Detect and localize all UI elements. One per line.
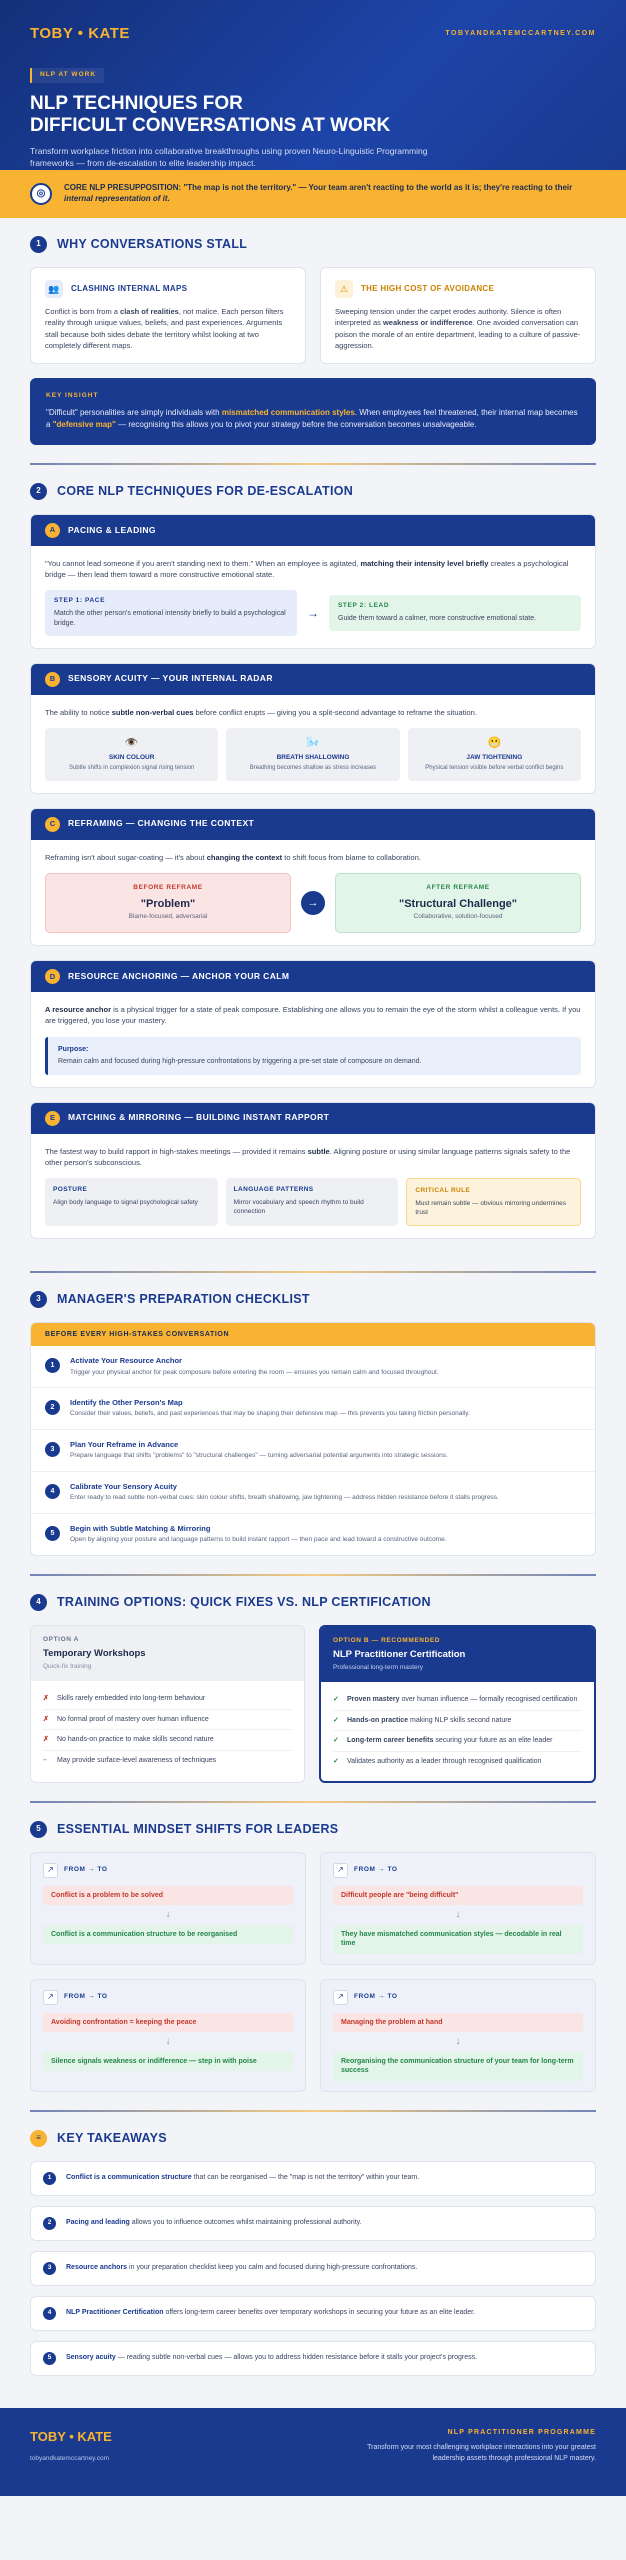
checklist-card: [30, 1322, 596, 1556]
option-certification: OPTION B — RECOMMENDED NLP Practitioner Certification Professional long-term mastery ✓ Proven mastery over human influence — formally recognised certification ✓ Hands-on practice making NLP skills second nature ✓ Long-term career benefits securing your future as an elite leader ✓ Validates authority as a leader through recognised qualification: [319, 1625, 596, 1783]
presupposition-text: CORE NLP PRESUPPOSITION: "The map is not the territory." — Your team aren't reacting to the world as it is; they're reacting to their internal representation of it.: [64, 183, 573, 203]
section-number: 2: [30, 483, 47, 500]
section-number: 3: [30, 1291, 47, 1308]
technique-pacing-leading: [30, 514, 596, 649]
wind-icon: 🌬️: [306, 736, 320, 749]
takeaway-item: 4 NLP Practitioner Certification offers long-term career benefits over temporary workshops in securing your future as an elite leader.: [30, 2296, 596, 2331]
mindset-shift-card: ↗ FROM → TO Avoiding confrontation = keeping the peace ↓ Silence signals weakness or indifference — step in with poise: [30, 1979, 306, 2092]
divider: [30, 1574, 596, 1576]
cross-icon: ✗: [43, 1695, 49, 1703]
arrow-down-icon: ↓: [455, 2036, 461, 2048]
section-techniques: [0, 465, 626, 1261]
step-lead: STEP 2: LEAD Guide them toward a calmer, more constructive emotional state.: [329, 595, 581, 631]
divider: [30, 1801, 596, 1803]
page-header: [0, 0, 626, 170]
list-icon: ≡: [30, 2130, 47, 2147]
mirror-posture: POSTURE Align body language to signal psychological safety: [45, 1178, 218, 1226]
option-item: ✗ Skills rarely embedded into long-term behaviour: [43, 1689, 292, 1709]
technique-title: SENSORY ACUITY — YOUR INTERNAL RADAR: [68, 673, 273, 684]
technique-anchoring: [30, 960, 596, 1087]
section-title: MANAGER'S PREPARATION CHECKLIST: [57, 1292, 310, 1307]
dash-icon: –: [43, 1756, 47, 1764]
card-text: Conflict is born from a clash of realities, not malice. Each person filters reality through unique values, beliefs, and past experiences. Arguments stall because both sides debate the territory whilst looking at two completely different maps.: [45, 307, 284, 350]
warning-icon: ⚠: [335, 280, 353, 298]
section-mindset-shifts: [0, 1803, 626, 2100]
option-item: ✗ No hands-on practice to make skills second nature: [43, 1730, 292, 1750]
people-icon: 👥: [45, 280, 63, 298]
cue-jaw: 😬 JAW TIGHTENING Physical tension visible before verbal conflict begins: [408, 728, 581, 781]
cue-breath: 🌬️ BREATH SHALLOWING Breathing becomes shallow as stress increases: [226, 728, 399, 781]
purpose-box: Purpose: Remain calm and focused during high-pressure confrontations by triggering a pre-set state of composure on demand.: [45, 1037, 581, 1075]
option-item: ✓ Proven mastery over human influence — formally recognised certification: [333, 1690, 582, 1710]
trend-up-icon: ↗: [333, 1863, 348, 1878]
divider: [30, 1271, 596, 1273]
takeaway-item: 3 Resource anchors in your preparation checklist keep you calm and focused during high-pressure confrontations.: [30, 2251, 596, 2286]
technique-sensory-acuity: [30, 663, 596, 794]
before-reframe-box: BEFORE REFRAME "Problem" Blame-focused, adversarial: [45, 873, 291, 933]
page-footer: [0, 2408, 626, 2496]
footer-logo[interactable]: TOBY • KATE: [30, 2428, 112, 2444]
divider: [30, 463, 596, 465]
grimace-icon: 😬: [487, 736, 502, 749]
technique-title: REFRAMING — CHANGING THE CONTEXT: [68, 818, 255, 829]
section-title: WHY CONVERSATIONS STALL: [57, 237, 248, 252]
section-number: 1: [30, 236, 47, 253]
takeaway-item: 1 Conflict is a communication structure that can be reorganised — the "map is not the territory" within your team.: [30, 2161, 596, 2196]
option-item: ✓ Long-term career benefits securing your future as an elite leader: [333, 1731, 582, 1751]
divider: [30, 2110, 596, 2112]
arrow-down-icon: ↓: [165, 2036, 171, 2048]
takeaway-item: 2 Pacing and leading allows you to influence outcomes whilst maintaining professional authority.: [30, 2206, 596, 2241]
trend-up-icon: ↗: [43, 1863, 58, 1878]
page-subtitle: Transform workplace friction into collaborative breakthroughs using proven Neuro-Linguistic Programming frameworks — from de-escalation to elite leadership impact.: [30, 145, 428, 169]
section-title: TRAINING OPTIONS: QUICK FIXES VS. NLP CERTIFICATION: [57, 1594, 431, 1609]
section-title: ESSENTIAL MINDSET SHIFTS FOR LEADERS: [57, 1822, 339, 1837]
mirror-critical-rule: CRITICAL RULE Must remain subtle — obvious mirroring undermines trust: [406, 1178, 581, 1226]
technique-title: RESOURCE ANCHORING — ANCHOR YOUR CALM: [68, 970, 290, 981]
option-workshops: OPTION A Temporary Workshops Quick-fix training ✗ Skills rarely embedded into long-term behaviour ✗ No formal proof of mastery over human influence ✗ No hands-on practice to make skills second nature – May provide surface-level awareness of techniques: [30, 1625, 305, 1783]
section-why-stall: [0, 218, 626, 453]
category-pill: NLP AT WORK: [30, 68, 104, 83]
checklist-item: 5 Begin with Subtle Matching & Mirroring Open by aligning your posture and language patterns to build instant rapport — then pace and lead toward a constructive outcome.: [31, 1514, 595, 1555]
technique-intro: Reframing isn't about sugar-coating — it's about changing the context to shift focus from blame to collaboration.: [45, 852, 421, 862]
brand-logo[interactable]: TOBY • KATE: [30, 25, 130, 42]
card-cost-avoidance: [320, 267, 596, 364]
option-item: – May provide surface-level awareness of techniques: [43, 1756, 217, 1764]
insight-label: KEY INSIGHT: [46, 392, 99, 399]
step-pace: STEP 1: PACE Match the other person's emotional intensity briefly to build a psychological bridge.: [45, 590, 297, 635]
option-item: ✗ No formal proof of mastery over human influence: [43, 1710, 292, 1730]
trend-up-icon: ↗: [333, 1990, 348, 2005]
eye-icon: 👁️: [124, 736, 139, 749]
card-text: Sweeping tension under the carpet erodes authority. Silence is often interpreted as weakness or indifference. One avoided conversation can poison the morale of an entire department, leading to a culture of passive-aggression.: [335, 307, 581, 350]
section-title: CORE NLP TECHNIQUES FOR DE-ESCALATION: [57, 483, 354, 498]
technique-letter: B: [45, 672, 60, 687]
insight-text: "Difficult" personalities are simply individuals with mismatched communication styles. When employees feel threatened, their internal map becomes a "defensive map" — recognising this allows you to pivot your strategy before the conversation becomes unsalvageable.: [46, 407, 578, 429]
check-icon: ✓: [333, 1737, 339, 1745]
option-item: ✓ Hands-on practice making NLP skills second nature: [333, 1711, 582, 1731]
technique-title: MATCHING & MIRRORING — BUILDING INSTANT RAPPORT: [68, 1112, 330, 1123]
checklist-header: BEFORE EVERY HIGH-STAKES CONVERSATION: [31, 1323, 595, 1346]
footer-description: Transform your most challenging workplace interactions into your greatest leadership assets through professional NLP mastery.: [367, 2444, 596, 2462]
option-item: ✓ Validates authority as a leader through recognised qualification: [333, 1757, 542, 1765]
presupposition-banner: [0, 170, 626, 218]
site-link[interactable]: TOBYANDKATEMCCARTNEY.COM: [445, 30, 596, 38]
technique-intro: The ability to notice subtle non-verbal cues before conflict erupts — giving you a split-second advantage to reframe the situation.: [45, 707, 477, 717]
trend-up-icon: ↗: [43, 1990, 58, 2005]
technique-letter: C: [45, 817, 60, 832]
takeaway-item: 5 Sensory acuity — reading subtle non-verbal cues — allows you to address hidden resistance before it stalls your project's progress.: [30, 2341, 596, 2376]
section-takeaways: [0, 2112, 626, 2394]
arrow-right-icon: →: [307, 605, 319, 620]
technique-letter: D: [45, 969, 60, 984]
mirror-language: LANGUAGE PATTERNS Mirror vocabulary and speech rhythm to build connection: [226, 1178, 399, 1226]
mindset-shift-card: ↗ FROM → TO Difficult people are "being difficult" ↓ They have mismatched communication styles — decodable in real time: [320, 1852, 596, 1965]
card-title: THE HIGH COST OF AVOIDANCE: [361, 283, 495, 293]
after-reframe-box: AFTER REFRAME "Structural Challenge" Collaborative, solution-focused: [335, 873, 581, 933]
technique-intro: The fastest way to build rapport in high-stakes meetings — provided it remains subtle. Aligning posture or using similar language patterns signals safety to the other person's subconscious.: [45, 1146, 571, 1167]
check-icon: ✓: [333, 1757, 339, 1765]
section-checklist: [0, 1273, 626, 1564]
arrow-down-icon: ↓: [455, 1909, 461, 1921]
mindset-shift-card: ↗ FROM → TO Conflict is a problem to be solved ↓ Conflict is a communication structure to be reorganised: [30, 1852, 306, 1965]
checklist-item: 2 Identify the Other Person's Map Consider their values, beliefs, and past experiences that may be shaping their defensive map — this prevents you taking friction personally.: [31, 1388, 595, 1430]
footer-program: NLP PRACTITIONER PROGRAMME: [447, 2428, 596, 2436]
checklist-item: 1 Activate Your Resource Anchor Trigger your physical anchor for peak composure before entering the room — ensures you remain calm and focused throughout.: [31, 1346, 595, 1388]
check-icon: ✓: [333, 1716, 339, 1724]
technique-title: PACING & LEADING: [68, 524, 156, 535]
footer-site-link[interactable]: tobyandkatemccartney.com: [30, 2455, 109, 2463]
section-number: 4: [30, 1594, 47, 1611]
check-icon: ✓: [333, 1696, 339, 1704]
page-title: NLP TECHNIQUES FOR DIFFICULT CONVERSATIONS AT WORK: [30, 93, 391, 136]
technique-letter: E: [45, 1111, 60, 1126]
technique-letter: A: [45, 523, 60, 538]
technique-intro: A resource anchor is a physical trigger for a state of peak composure. Establishing one allows you to remain the eye of the storm whilst a colleague vents. If you are triggered, you lose your mastery.: [45, 1005, 581, 1026]
section-number: 5: [30, 1821, 47, 1838]
target-icon: ◎: [30, 183, 52, 205]
technique-matching-mirroring: [30, 1102, 596, 1239]
technique-intro: "You cannot lead someone if you aren't standing next to them." When an employee is agitated, matching their intensity level briefly creates a psychological bridge — then lead them toward a more constructive emotional state.: [45, 558, 569, 580]
cross-icon: ✗: [43, 1736, 49, 1744]
mindset-shift-card: ↗ FROM → TO Managing the problem at hand ↓ Reorganising the communication structure of your team for long-term success: [320, 1979, 596, 2092]
checklist-item: 4 Calibrate Your Sensory Acuity Enter ready to read subtle non-verbal cues: skin colour shifts, breath shallowing, jaw tightening — address hidden resistance before it stalls progress.: [31, 1472, 595, 1514]
card-title: CLASHING INTERNAL MAPS: [71, 283, 188, 293]
section-title: KEY TAKEAWAYS: [57, 2130, 167, 2145]
cross-icon: ✗: [43, 1715, 49, 1723]
section-training-options: [0, 1576, 626, 1791]
card-clashing-maps: [30, 267, 306, 364]
cue-skin-colour: 👁️ SKIN COLOUR Subtle shifts in complexion signal rising tension: [45, 728, 218, 781]
key-insight-box: [30, 378, 596, 445]
technique-reframing: [30, 808, 596, 947]
arrow-right-icon: →: [301, 891, 325, 915]
arrow-down-icon: ↓: [165, 1909, 171, 1921]
checklist-item: 3 Plan Your Reframe in Advance Prepare language that shifts "problems" to "structural challenges" — turning adversarial potential arguments into strategic sessions.: [31, 1430, 595, 1472]
